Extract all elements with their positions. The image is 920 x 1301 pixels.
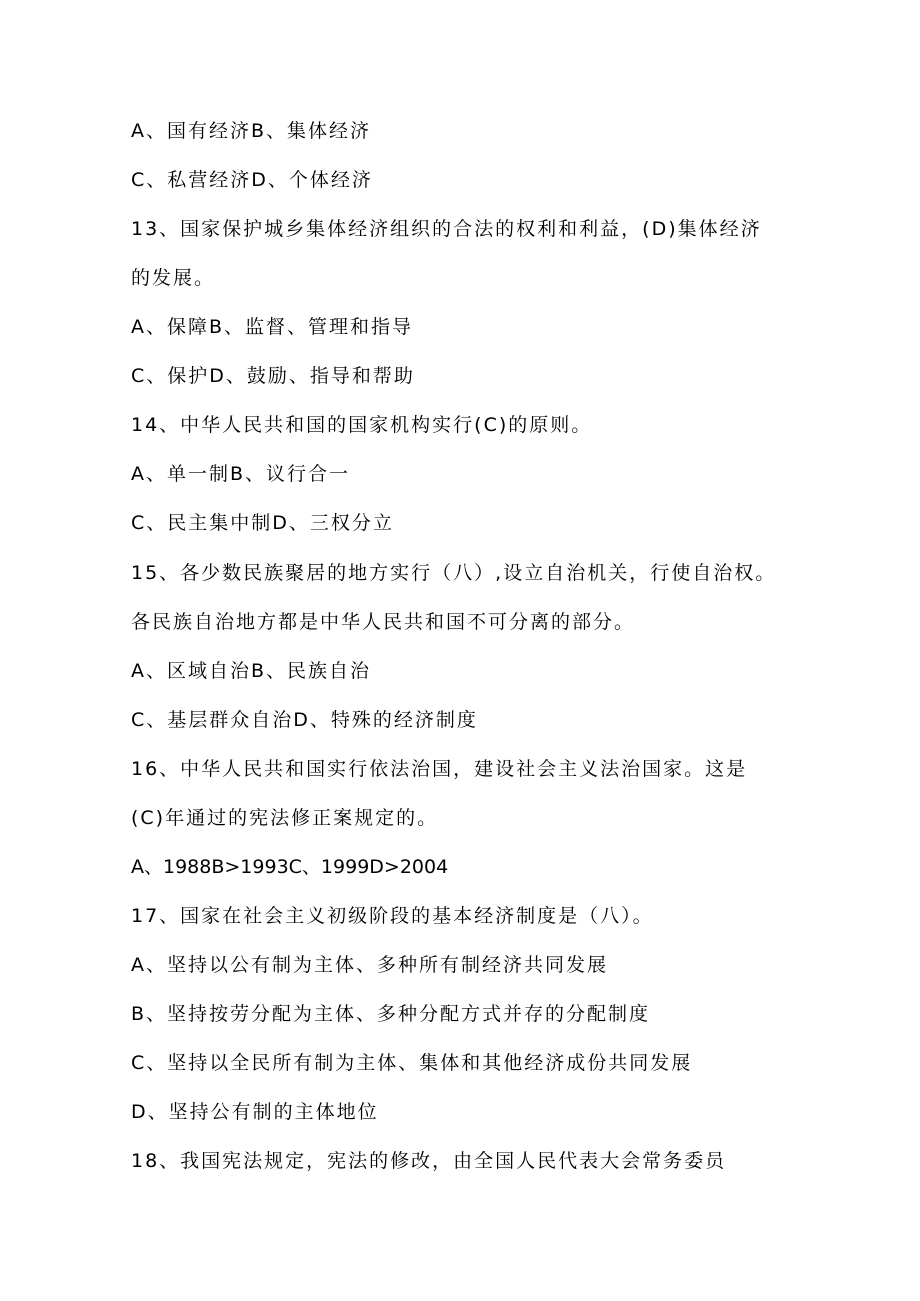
text-line: (C)年通过的宪法修正案规定的。 — [131, 807, 439, 829]
text-line: D、坚持公有制的主体地位 — [131, 1101, 379, 1123]
text-line: 13、国家保护城乡集体经济组织的合法的权利和利益，(D)集体经济 — [131, 218, 762, 240]
text-line: 15、各少数民族聚居的地方实行（八）,设立自治机关，行使自治权。 — [131, 562, 777, 584]
text-line: A、保障B、监督、管理和指导 — [131, 316, 414, 338]
text-line: 的发展。 — [131, 267, 216, 289]
text-line: A、坚持以公有制为主体、多种所有制经济共同发展 — [131, 954, 608, 976]
text-line: C、基层群众自治D、特殊的经济制度 — [131, 709, 478, 731]
text-line: 17、国家在社会主义初级阶段的基本经济制度是（八）。 — [131, 905, 654, 927]
text-line: C、坚持以全民所有制为主体、集体和其他经济成份共同发展 — [131, 1052, 693, 1074]
text-line: 18、我国宪法规定，宪法的修改，由全国人民代表大会常务委员 — [131, 1150, 727, 1172]
text-line: C、私营经济D、个体经济 — [131, 169, 373, 191]
text-line: A、1988B>1993C、1999D>2004 — [131, 856, 449, 878]
text-line: C、保护D、鼓励、指导和帮助 — [131, 365, 415, 387]
text-line: A、国有经济B、集体经济 — [131, 120, 372, 142]
text-line: C、民主集中制D、三权分立 — [131, 512, 394, 534]
text-line: B、坚持按劳分配为主体、多种分配方式并存的分配制度 — [131, 1003, 651, 1025]
text-line: 14、中华人民共和国的国家机构实行(C)的原则。 — [131, 414, 593, 436]
text-line: A、单一制B、议行合一 — [131, 463, 351, 485]
text-line: 各民族自治地方都是中华人民共和国不可分离的部分。 — [131, 611, 636, 633]
text-line: A、区域自治B、民族自治 — [131, 660, 372, 682]
text-line: 16、中华人民共和国实行依法治国，建设社会主义法治国家。这是 — [131, 758, 748, 780]
